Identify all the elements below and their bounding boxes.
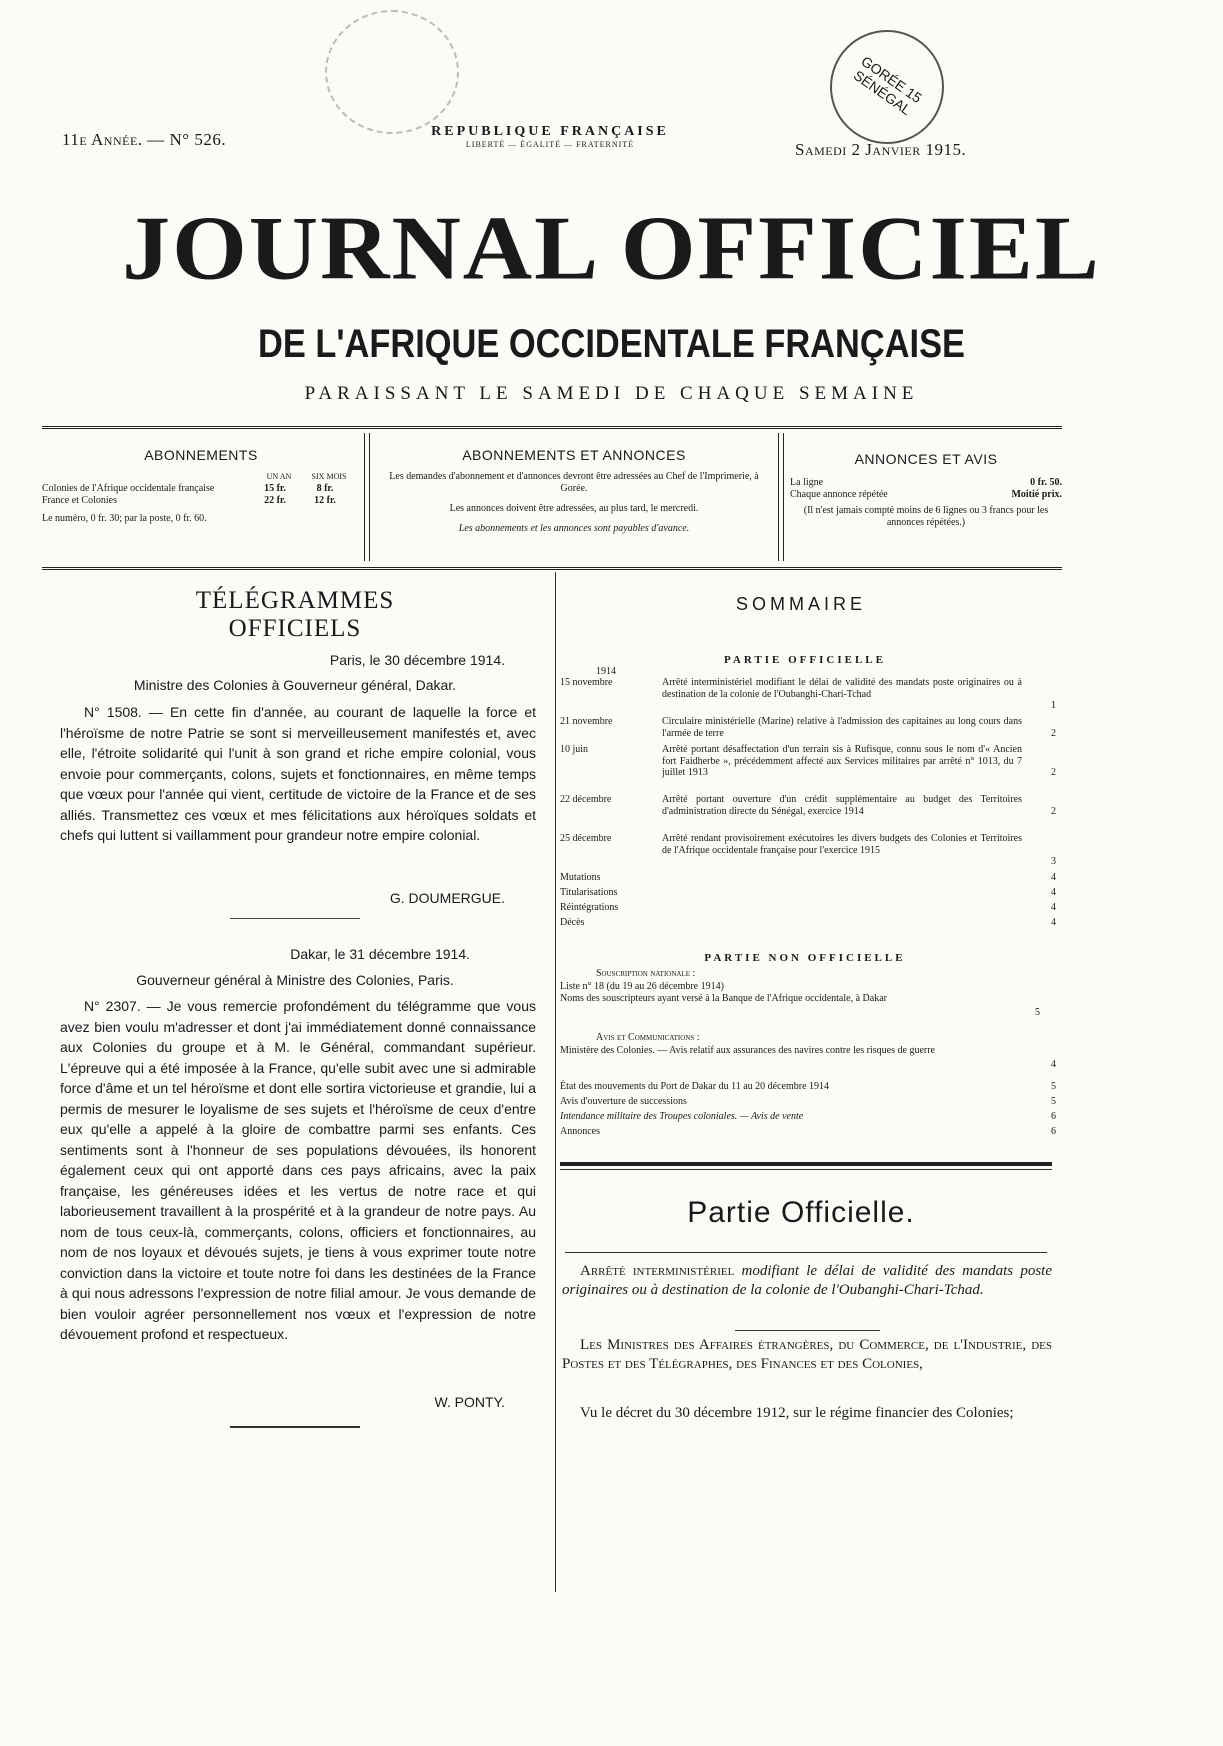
vu-decret-text: Vu le décret du 30 décembre 1912, sur le régime financier des Colonies; <box>580 1405 1014 1421</box>
summary-entry-text: Arrêté portant ouverture d'un crédit supplémentaire au budget des Territoires d'administration directe du Sénégal, exercice 1914 <box>662 794 1022 817</box>
masthead-tagline: PARAISSANT LE SAMEDI DE CHAQUE SEMAINE <box>304 383 919 404</box>
avis-heading: Avis et Communications : <box>596 1032 700 1043</box>
announcements-heading: ANNONCES ET AVIS <box>854 451 998 467</box>
postal-stamp-faded <box>325 10 459 134</box>
repeat-rate-label: Chaque annonce répétée <box>790 489 888 500</box>
summary-unofficial-part-heading: PARTIE NON OFFICIELLE <box>704 952 906 964</box>
summary-entry-page: 2 <box>1051 767 1056 778</box>
section-rule-thick <box>560 1162 1052 1166</box>
republic-motto: LIBERTÉ — ÉGALITÉ — FRATERNITÉ <box>465 140 635 149</box>
summary-simple-entry <box>560 887 1056 899</box>
announcements-column <box>790 429 1062 561</box>
telegram-1-text: N° 1508. — En cette fin d'année, au courant de laquelle la force et l'héroïsme de notre Patrie se sont si merveilleusement manifestés et, avec elle, l'étroite solidarité qui l'unit à son grand et riche empire colonial, vous envoie pour commerçants, colons, sujets et fonctionnaires, en même temps que vœux pour l'année qui vient, certitude de victoire de la France et de ses alliés. Transmettez ces vœux et mes félicitations aux héroïques soldats et chefs qui luttent si vaillamment pour grandeur notre empire colonial. <box>60 704 536 843</box>
summary-entry-page: 2 <box>1051 727 1056 739</box>
postmark-text: GORÉE 15 SÉNÉGAL <box>850 52 925 119</box>
year-issue-number: 11e Année. — N° 526. <box>62 130 227 149</box>
telegram-1-signature: G. DOUMERGUE. <box>389 890 505 906</box>
summary-simple-entry <box>560 872 1056 884</box>
official-part-rule <box>565 1252 1047 1253</box>
summary-simple-entry-page: 4 <box>1051 872 1056 883</box>
summary-simple-entry-text: Titularisations <box>560 887 618 898</box>
summary-entry-text: Arrêté rendant provisoirement exécutoires les divers budgets des Colonies et Territoires de l'Afrique occidentale française pour l'exercice 1915 <box>662 833 1022 856</box>
avis-entry-2-text: État des mouvements du Port de Dakar du 11 au 20 décembre 1914 <box>560 1081 830 1092</box>
avis-entry-1-text: Ministère des Colonies. — Avis relatif aux assurances des navires contre les risques de guerre <box>560 1045 935 1056</box>
souscription-list-text: Liste n° 18 (du 19 au 26 décembre 1914) <box>560 981 724 992</box>
avis-entry-2 <box>560 1081 1056 1093</box>
separator-short <box>230 918 360 919</box>
souscription-heading: Souscription nationale : <box>596 968 696 979</box>
avis-entry-5-page: 6 <box>1051 1126 1056 1137</box>
colonies-rate-label: Colonies de l'Afrique occidentale française <box>42 483 215 494</box>
telegram-2-place-date: Dakar, le 31 décembre 1914. <box>290 946 470 962</box>
official-part-title: Partie Officielle. <box>687 1196 915 1229</box>
avis-entry-4 <box>560 1111 1056 1123</box>
arrete-heading <box>562 1262 1052 1300</box>
masthead-title: JOURNAL OFFICIEL <box>122 196 1101 299</box>
arrete-heading-lead: Arrêté interministériel <box>580 1263 735 1279</box>
column-divider-2 <box>778 433 784 561</box>
avis-entry-2-page: 5 <box>1051 1081 1056 1092</box>
line-rate-value: 0 fr. 50. <box>1030 477 1062 488</box>
subscriptions-ads-line-1: Les demandes d'abonnement et d'annonces devront être adressées au Chef de l'Imprimerie, à Gorée. <box>389 471 759 494</box>
summary-simple-entry-page: 4 <box>1051 917 1056 928</box>
postmark-stamp <box>830 30 944 144</box>
masthead-subtitle: DE L'AFRIQUE OCCIDENTALE FRANÇAISE <box>257 322 966 366</box>
summary-entry-page: 2 <box>1051 805 1056 817</box>
summary-official-part-heading: PARTIE OFFICIELLE <box>724 654 886 666</box>
summary-title: SOMMAIRE <box>735 594 866 614</box>
telegrams-title: TÉLÉGRAMMES OFFICIELS <box>195 587 395 642</box>
republic-title: REPUBLIQUE FRANÇAISE <box>431 124 669 139</box>
issue-date: Samedi 2 Janvier 1915. <box>795 140 967 159</box>
summary-entry-date: 22 décembre <box>560 794 612 805</box>
avis-entry-4-page: 6 <box>1051 1111 1056 1122</box>
avis-entry-3-text: Avis d'ouverture de successions <box>560 1096 687 1107</box>
summary-entry-text: Arrêté portant désaffectation d'un terrain sis à Rufisque, connu sous le nom d'« Ancien fort Faidherbe », précédemment affecté aux Services militaires par arrêté n° 1013, du 7 juillet 1913 <box>662 744 1022 778</box>
subscriptions-column <box>42 429 360 561</box>
repeat-rate-value: Moitié prix. <box>1011 489 1062 500</box>
telegram-2-route: Gouverneur général à Ministre des Colonies, Paris. <box>136 972 454 988</box>
telegram-1-route: Ministre des Colonies à Gouverneur général, Dakar. <box>133 677 457 693</box>
summary-simple-entry <box>560 902 1056 914</box>
summary-simple-entry-text: Réintégrations <box>560 902 619 913</box>
summary-entry-page: 3 <box>1051 856 1056 867</box>
avis-entry-4-text: Intendance militaire des Troupes coloniales. — Avis de vente <box>560 1111 804 1122</box>
page-column-divider <box>555 572 556 1592</box>
avis-entry-1 <box>560 1045 1056 1070</box>
france-rate-label: France et Colonies <box>42 495 117 506</box>
six-months-header: SIX MOIS <box>311 472 347 481</box>
avis-entry-3 <box>560 1096 1056 1108</box>
avis-entry-3-page: 5 <box>1051 1096 1056 1107</box>
summary-entry-date: 10 juin <box>560 744 589 755</box>
summary-simple-entry-page: 4 <box>1051 902 1056 913</box>
subscription-box <box>42 426 1062 570</box>
subscriptions-ads-line-3: Les abonnements et les annonces sont payables d'avance. <box>458 523 690 534</box>
subscriptions-heading: ABONNEMENTS <box>144 447 258 463</box>
summary-entry-date: 21 novembre <box>560 716 613 727</box>
subscriptions-ads-heading: ABONNEMENTS ET ANNONCES <box>462 447 686 463</box>
summary-entry-date: 25 décembre <box>560 833 612 844</box>
column-divider-1 <box>364 433 370 561</box>
telegram-1-place-date: Paris, le 30 décembre 1914. <box>329 652 505 668</box>
announcements-note: (Il n'est jamais compté moins de 6 lignes ou 3 francs pour les annonces répétées.) <box>803 505 1049 528</box>
summary-simple-entry-text: Décès <box>560 917 585 928</box>
arrete-heading-rest: modifiant le délai de validité des mandats poste originaires ou à destination de la colonie de l'Oubanghi-Chari-Tchad. <box>562 1263 1052 1298</box>
ministers-text: Les Ministres des Affaires étrangères, du Commerce, de l'Industrie, des Postes et des Télégraphes, des Finances et des Colonies, <box>562 1337 1052 1372</box>
republic-header <box>380 124 720 149</box>
summary-simple-entry <box>560 917 1056 929</box>
subscriptions-ads-column <box>374 429 774 561</box>
one-year-header: UN AN <box>266 472 292 481</box>
summary-entry-date: 15 novembre <box>560 677 613 688</box>
colonies-rate-six: 8 fr. <box>316 483 334 494</box>
summary-simple-entry-text: Mutations <box>560 872 601 883</box>
arrete-separator <box>735 1330 880 1331</box>
france-rate-six: 12 fr. <box>314 495 336 506</box>
souscription-names-page: 5 <box>1035 1007 1040 1018</box>
france-rate-year: 22 fr. <box>264 495 286 506</box>
avis-entry-5 <box>560 1126 1056 1138</box>
telegram-2-text: N° 2307. — Je vous remercie profondément du télégramme que vous avez bien voulu m'adresser et dont j'ai immédiatement donné connaissance aux Colonies du groupe et à M. le Général, commandant supérieur. L'épreuve qui a été imposée à la France, qu'elle subit avec une si admirable force d'âme et un tel héroïsme et dont elle sortira victorieuse et grandie, lui a permis de mesurer le loyalisme de ses sujets et l'héroïsme de ceux d'entre eux qu'elle a appelé à la gloire de combattre parmi ses enfants. Ces sentiments sont à l'honneur de ses populations dévouées, ils honorent également ceux qui ont apporté dans ces pays africains, avec la paix française, les généreuses idées et les vertus de notre race et qui laborieusement travaillent à la prospérité et à la grandeur de notre pays. Au nom de tous ceux-là, commerçants, colons, officiers et fonctionnaires, au nom de nos loyaux et dévoués sujets, je tiens à vous exprimer toute notre conviction dans la victoire et toute notre foi dans les destinées de la France à qui nous adressons l'expression de notre filial amour. Je vous demande de bien vouloir agréer personnellement nos vœux et l'expression de notre dévouement profond et respectueux. <box>60 998 536 1342</box>
single-issue-price: Le numéro, 0 fr. 30; par la poste, 0 fr. 60. <box>42 513 207 524</box>
ornamental-separator <box>230 1426 360 1428</box>
souscription-names <box>560 993 1040 1018</box>
summary-simple-entry-page: 4 <box>1051 887 1056 898</box>
line-rate-label: La ligne <box>790 477 824 488</box>
avis-entry-5-text: Annonces <box>560 1126 600 1137</box>
subscriptions-ads-line-2: Les annonces doivent être adressées, au plus tard, le mercredi. <box>449 503 699 514</box>
summary-entry-text: Arrêté interministériel modifiant le délai de validité des mandats poste originaires ou à destination de la colonie de l'Oubanghi-Chari-Tchad <box>662 677 1022 700</box>
telegram-2-signature: W. PONTY. <box>434 1394 505 1410</box>
colonies-rate-year: 15 fr. <box>264 483 286 494</box>
summary-entry-page: 1 <box>1051 700 1056 711</box>
section-rule-thin <box>560 1169 1052 1170</box>
summary-year: 1914 <box>596 666 616 677</box>
avis-entry-1-page: 4 <box>1051 1059 1056 1070</box>
souscription-names-text: Noms des souscripteurs ayant versé à la Banque de l'Afrique occidentale, à Dakar <box>560 993 887 1004</box>
souscription-list <box>560 981 1030 993</box>
summary-entry-text: Circulaire ministérielle (Marine) relative à l'admission des capitaines au long cours dans l'armée de terre <box>662 716 1022 739</box>
